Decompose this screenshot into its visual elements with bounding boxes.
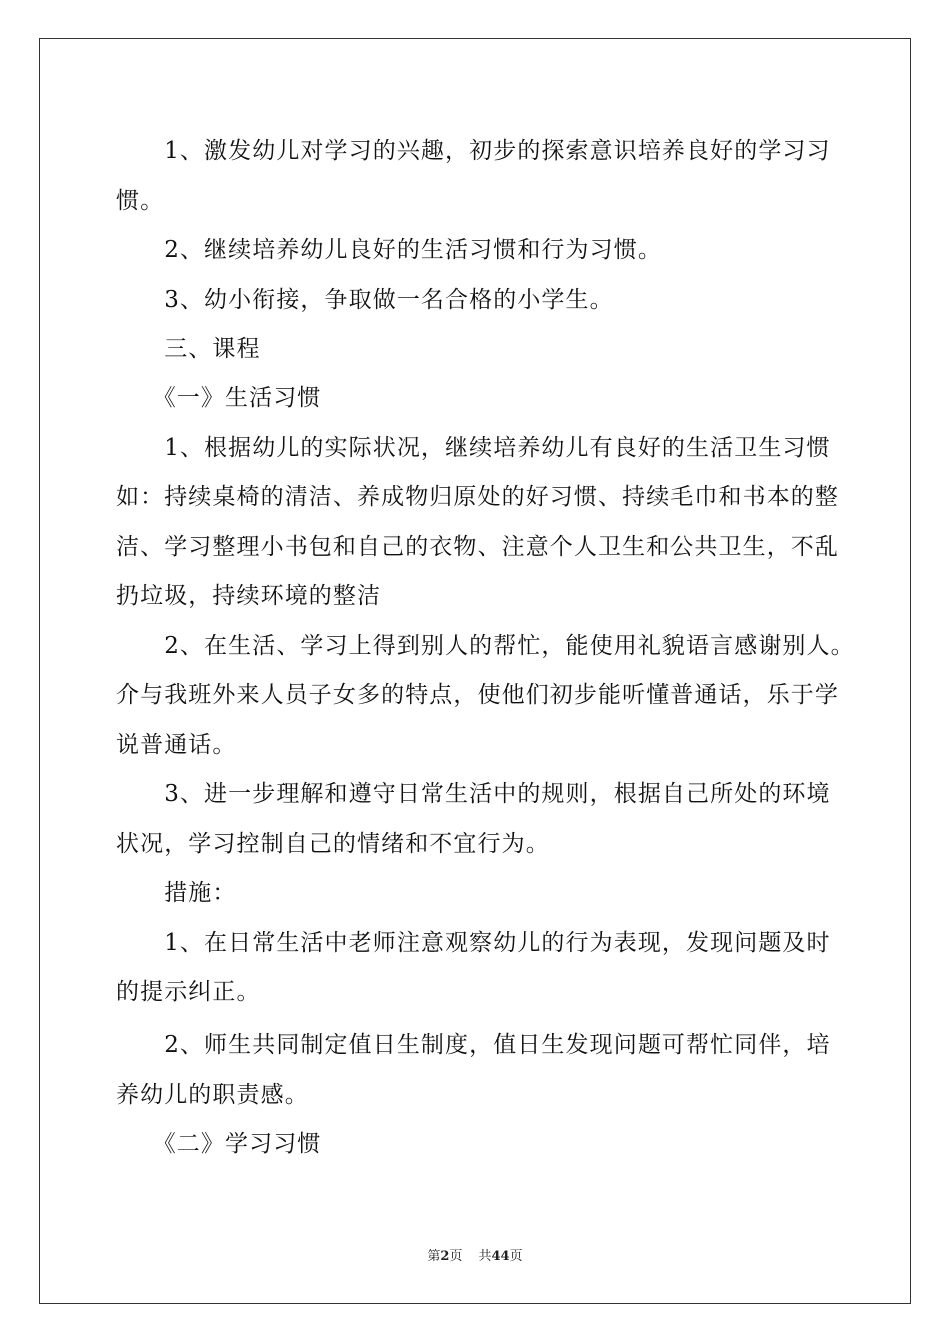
footer-total-pages: 44 bbox=[491, 1249, 510, 1264]
footer-page-prefix: 第 bbox=[427, 1249, 441, 1264]
text-line: 2、在生活、学习上得到别人的帮忙，能使用礼貌语言感谢别人。 bbox=[116, 633, 855, 659]
text-line: 的提示纠正。 bbox=[116, 979, 261, 1005]
page-border bbox=[39, 38, 911, 1304]
text-line: 2、继续培养幼儿良好的生活习惯和行为习惯。 bbox=[116, 237, 662, 263]
text-line: 状况，学习控制自己的情绪和不宜行为。 bbox=[116, 831, 550, 857]
section-heading: 三、课程 bbox=[116, 336, 261, 362]
subsection-heading: 《一》生活习惯 bbox=[116, 385, 322, 411]
subsection-heading: 措施： bbox=[116, 880, 237, 906]
text-line: 1、根据幼儿的实际状况，继续培养幼儿有良好的生活卫生习惯 bbox=[116, 435, 831, 461]
page-footer bbox=[0, 1248, 950, 1266]
footer-total-suffix: 页 bbox=[509, 1249, 523, 1264]
text-line: 3、进一步理解和遵守日常生活中的规则，根据自己所处的环境 bbox=[116, 781, 831, 807]
text-line: 1、在日常生活中老师注意观察幼儿的行为表现，发现问题及时 bbox=[116, 930, 831, 956]
text-line: 如：持续桌椅的清洁、养成物归原处的好习惯、持续毛巾和书本的整 bbox=[116, 484, 839, 510]
subsection-heading: 《二》学习习惯 bbox=[116, 1131, 322, 1157]
text-line: 3、幼小衔接，争取做一名合格的小学生。 bbox=[116, 287, 614, 313]
text-line: 惯。 bbox=[116, 188, 165, 214]
text-line: 洁、学习整理小书包和自己的衣物、注意个人卫生和公共卫生，不乱 bbox=[116, 534, 839, 560]
text-line: 介与我班外来人员子女多的特点，使他们初步能听懂普通话，乐于学 bbox=[116, 682, 839, 708]
text-line: 2、师生共同制定值日生制度，值日生发现问题可帮忙同伴，培 bbox=[116, 1032, 831, 1058]
footer-page-number: 2 bbox=[440, 1249, 450, 1264]
text-line: 养幼儿的职责感。 bbox=[116, 1082, 309, 1108]
footer-total-prefix: 共 bbox=[478, 1249, 492, 1264]
footer-page-suffix: 页 bbox=[449, 1249, 463, 1264]
text-line: 扔垃圾，持续环境的整洁 bbox=[116, 583, 382, 609]
text-line: 说普通话。 bbox=[116, 732, 237, 758]
text-line: 1、激发幼儿对学习的兴趣，初步的探索意识培养良好的学习习 bbox=[116, 138, 831, 164]
